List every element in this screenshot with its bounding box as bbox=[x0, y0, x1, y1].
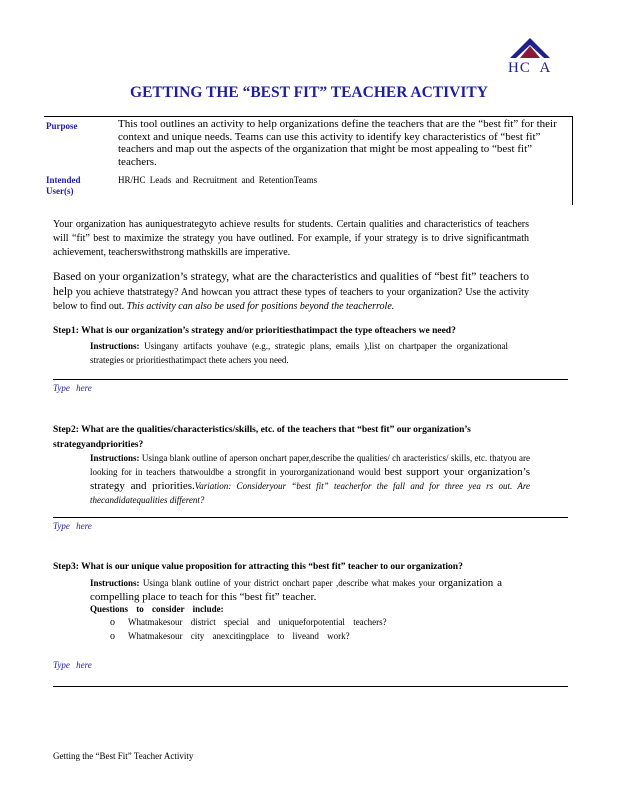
intro-question-cont: you achieve thatstrategy? And howcan you attract these types of teachers to your organization? Use the activity below to find out. bbox=[53, 287, 529, 312]
step2-instructions bbox=[90, 451, 530, 507]
intro-paragraph-1: Your organization has auniquestrategyto achieve results for students. Certain qualities and characteristics of teachers will “fit” best to maximize the strategy you have outlined. For example, if your strategy is to drive significantmath achievement, teacherswithstrong mathskills are imperative. bbox=[53, 219, 529, 258]
divider bbox=[53, 379, 568, 380]
step1-instructions-label: Instructions: bbox=[90, 341, 140, 351]
step3-questions-bullet-icon bbox=[73, 605, 80, 615]
step1-instructions bbox=[90, 339, 508, 367]
step3-instructions-text: Usinga blank outline of your district onchart paper ,describe what makes your bbox=[142, 578, 436, 588]
intended-users-text: HR/HC Leads and Recruitment and RetentionTeams bbox=[118, 175, 318, 185]
divider bbox=[53, 517, 568, 518]
page-title: GETTING THE “BEST FIT” TEACHER ACTIVITY bbox=[130, 84, 488, 101]
purpose-label: Purpose bbox=[46, 121, 78, 131]
step2-instructions-text: Usinga blank outline of aperson onchart paper,describe the qualities/ ch aracteristics/ skills, etc. thatyou are looking for in teachers thatwouldbe a strongfit in yourorganizationand would bbox=[90, 453, 531, 477]
logo-text: HC A bbox=[508, 60, 552, 76]
step2-heading: Step2: What are the qualities/characteristics/skills, etc. of the teachers that “best fit” our organization’s strategyandpriorities? bbox=[53, 425, 471, 450]
step1-instructions-text: Usingany artifacts youhave (e.g., strategic plans, emails ),list on chartpaper the organizational strategies or prioritiesthatimpact thete achers you need. bbox=[90, 341, 508, 365]
step3-bullet-icon bbox=[73, 577, 80, 587]
intended-users-label: Intended User(s) bbox=[46, 175, 81, 196]
step1-bullet-icon bbox=[73, 340, 80, 350]
circle-bullet-icon: o bbox=[110, 617, 115, 628]
logo-emblem-icon bbox=[508, 36, 552, 62]
step1-heading: Step1: What is our organization’s strategy and/or prioritiesthatimpact the type ofteachers we need? bbox=[53, 326, 456, 336]
step2-variation: Variation: Consideryour “best fit” teacherfor the fall and for three yea rs out. Are thecandidatequalities different? bbox=[90, 481, 530, 505]
question-item: Whatmakesour district special and uniqueforpotential teachers? bbox=[128, 617, 387, 627]
intro-question: Based on your organization’s strategy, what are the characteristics and qualities of “best fit” teachers to help bbox=[53, 271, 529, 298]
page-footer: Getting the “Best Fit” Teacher Activity bbox=[53, 751, 194, 761]
circle-bullet-icon: o bbox=[110, 631, 115, 642]
step2-instructions-label: Instructions: bbox=[90, 453, 140, 463]
step2-response-field[interactable]: Type here bbox=[53, 521, 92, 531]
step3-questions-label: Questions to consider include: bbox=[90, 604, 224, 614]
step3-instructions-label: Instructions: bbox=[90, 578, 140, 588]
question-item: Whatmakesour city anexcitingplace to liveand work? bbox=[128, 631, 350, 641]
purpose-text: This tool outlines an activity to help organizations define the teachers that are the “best fit” for their context and unique needs. Teams can use this activity to identify key characteristics of “best fit” teachers and map out the aspects of the organization that might be most appealing to “best fit” teachers. bbox=[118, 118, 557, 168]
divider bbox=[53, 686, 568, 687]
step1-response-field[interactable]: Type here bbox=[53, 383, 92, 393]
step3-heading: Step3: What is our unique value proposition for attracting this “best fit” teacher to our organization? bbox=[53, 562, 463, 572]
intro-paragraph-2 bbox=[53, 270, 529, 314]
step3-response-field[interactable]: Type here bbox=[53, 660, 92, 670]
step2-instructions-text-2: best support your organization’s strategy and priorities. bbox=[90, 466, 531, 492]
step3-instructions-text-2: organization a compelling place to teach for this “best fit” teacher. bbox=[90, 577, 503, 603]
step3-instructions bbox=[90, 576, 502, 604]
step2-bullet-icon bbox=[73, 452, 80, 462]
intro-note: This activity can also be used for positions beyond the teacherrole. bbox=[126, 301, 395, 312]
